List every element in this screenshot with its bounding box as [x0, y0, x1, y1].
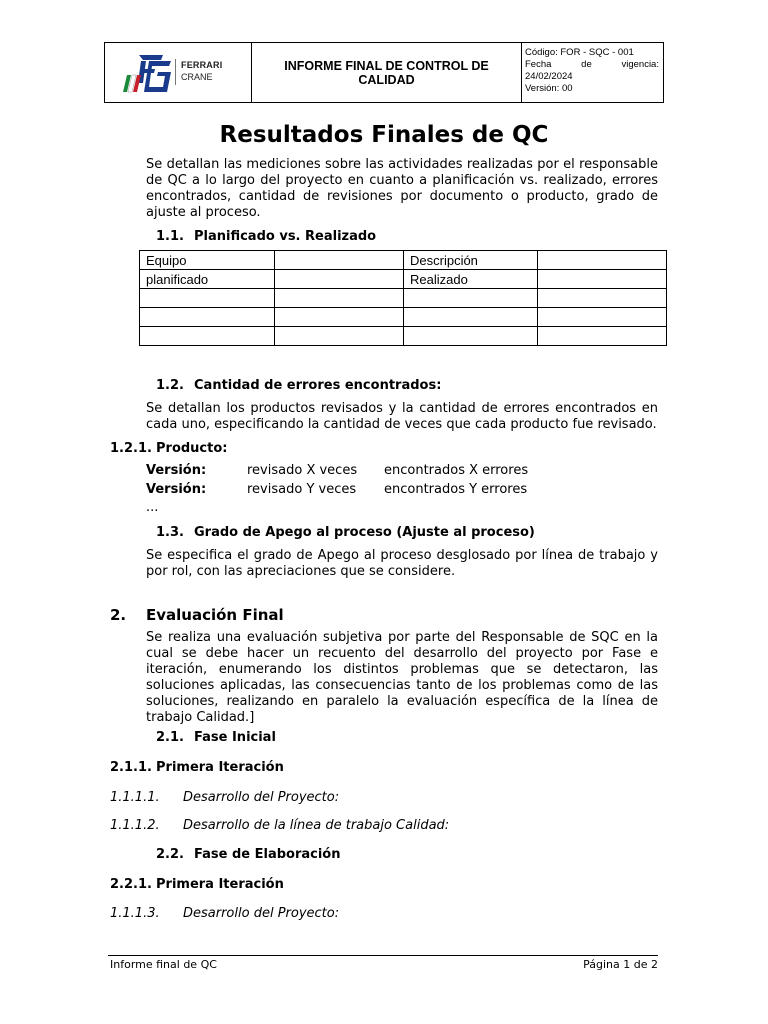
version-reviewed: revisado Y veces: [247, 482, 357, 497]
table-cell: [538, 289, 667, 308]
table-cell: [275, 270, 404, 289]
section-number: 2.: [110, 606, 127, 624]
table-row: [140, 251, 667, 270]
version-label: Versión:: [146, 482, 207, 497]
logo-divider: [175, 59, 176, 85]
table-cell: [140, 327, 275, 346]
section-number: 1.2.: [156, 378, 184, 393]
version-errors: encontrados X errores: [384, 463, 529, 478]
version-errors: encontrados Y errores: [384, 482, 528, 497]
fecha-line: [525, 59, 659, 71]
logo-line1: FERRARI: [181, 60, 223, 70]
table-cell: Realizado: [404, 270, 538, 289]
section-2-heading: [110, 606, 284, 624]
table-cell: [538, 251, 667, 270]
logo-wordmark: [181, 59, 222, 83]
item-number: 1.1.1.2.: [110, 818, 160, 833]
table-cell: [538, 327, 667, 346]
item-title: Desarrollo del Proyecto:: [183, 790, 340, 805]
section-number: 2.1.: [156, 730, 184, 745]
table-cell: [275, 251, 404, 270]
table-cell: [538, 270, 667, 289]
table-cell: [538, 308, 667, 327]
item-title: Desarrollo de la línea de trabajo Calidad:: [183, 818, 450, 833]
table-cell: [404, 308, 538, 327]
table-cell: planificado: [140, 270, 275, 289]
logo-line2: CRANE: [181, 72, 213, 82]
section-1-1-heading: [156, 229, 376, 244]
table-cell: [140, 308, 275, 327]
footer-rule: [108, 955, 658, 956]
page-title: Resultados Finales de QC: [219, 122, 549, 148]
table-cell: [404, 289, 538, 308]
section-number: 2.2.1.: [110, 877, 152, 892]
intro-paragraph: Se detallan las mediciones sobre las actividades realizadas por el responsable de QC a lo largo del proyecto en cuanto a planificación vs. realizado, errores encontrados, cantidad de revisiones por documento o producto, grado de ajuste al proceso.: [146, 157, 658, 220]
table-cell: Equipo: [140, 251, 275, 270]
item-number: 1.1.1.3.: [110, 906, 160, 921]
vigencia-label: vigencia:: [621, 59, 659, 70]
header-meta: [525, 47, 659, 95]
version: Versión: 00: [525, 83, 573, 94]
codigo: Código: FOR - SQC - 001: [525, 47, 634, 58]
section-1-2-paragraph: Se detallan los productos revisados y la cantidad de errores encontrados en cada uno, especificando la cantidad de veces que cada producto fue revisado.: [146, 401, 658, 432]
section-1-3-heading: [156, 525, 535, 540]
section-number: 1.3.: [156, 525, 184, 540]
fecha-label: Fecha: [525, 59, 552, 70]
section-title: Planificado vs. Realizado: [194, 229, 377, 244]
document-header: [104, 42, 664, 103]
header-title: INFORME FINAL DE CONTROL DE CALIDAD: [252, 43, 522, 102]
section-number: 1.2.1.: [110, 441, 152, 456]
table-cell: [140, 289, 275, 308]
table-row: [140, 327, 667, 346]
company-logo: [105, 43, 252, 102]
version-reviewed: revisado X veces: [247, 463, 358, 478]
item-1-1-1-2: [110, 818, 449, 833]
section-title: Primera Iteración: [156, 877, 284, 892]
table-cell: [275, 289, 404, 308]
table-cell: [275, 308, 404, 327]
section-title: Evaluación Final: [146, 606, 284, 624]
section-1-3-paragraph: Se especifica el grado de Apego al proceso desglosado por línea de trabajo y por rol, con las apreciaciones que se considere.: [146, 548, 658, 579]
table-cell: [404, 327, 538, 346]
section-number: 2.2.: [156, 847, 184, 862]
section-2-1-1-heading: [110, 760, 284, 775]
section-1-2-1-heading: [110, 441, 227, 456]
section-2-2-1-heading: [110, 877, 284, 892]
ferrari-crane-logo-icon: [105, 43, 175, 102]
planned-vs-actual-table: [139, 250, 667, 346]
section-title: Fase de Elaboración: [194, 847, 341, 862]
footer-left: Informe final de QC: [110, 958, 217, 971]
section-1-2-heading: [156, 378, 441, 393]
section-title: Producto:: [156, 441, 228, 456]
ellipsis: ...: [146, 500, 159, 515]
footer-page-number: Página 1 de 2: [583, 958, 658, 971]
table-row: [140, 289, 667, 308]
fecha-value: 24/02/2024: [525, 71, 573, 82]
section-2-paragraph: Se realiza una evaluación subjetiva por parte del Responsable de SQC en la cual se debe hacer un recuento del desarrollo del proyecto por Fase e iteración, enumerando los distintos problemas que se detectaron, las soluciones aplicadas, las consecuencias tanto de los problemas como de las soluciones, realizando en paralelo la evaluación específica de la línea de trabajo Calidad.]: [146, 630, 658, 725]
table-cell: Descripción: [404, 251, 538, 270]
item-title: Desarrollo del Proyecto:: [183, 906, 340, 921]
version-label: Versión:: [146, 463, 207, 478]
item-1-1-1-1: [110, 790, 339, 805]
section-number: 1.1.: [156, 229, 184, 244]
table-row: [140, 270, 667, 289]
section-title: Fase Inicial: [194, 730, 276, 745]
section-title: Primera Iteración: [156, 760, 284, 775]
section-2-2-heading: [156, 847, 341, 862]
table-row: [140, 308, 667, 327]
section-number: 2.1.1.: [110, 760, 152, 775]
fecha-de: de: [581, 59, 592, 70]
section-title: Cantidad de errores encontrados:: [194, 378, 442, 393]
section-title: Grado de Apego al proceso (Ajuste al proceso): [194, 525, 535, 540]
table-cell: [275, 327, 404, 346]
item-number: 1.1.1.1.: [110, 790, 160, 805]
section-2-1-heading: [156, 730, 276, 745]
item-1-1-1-3: [110, 906, 339, 921]
